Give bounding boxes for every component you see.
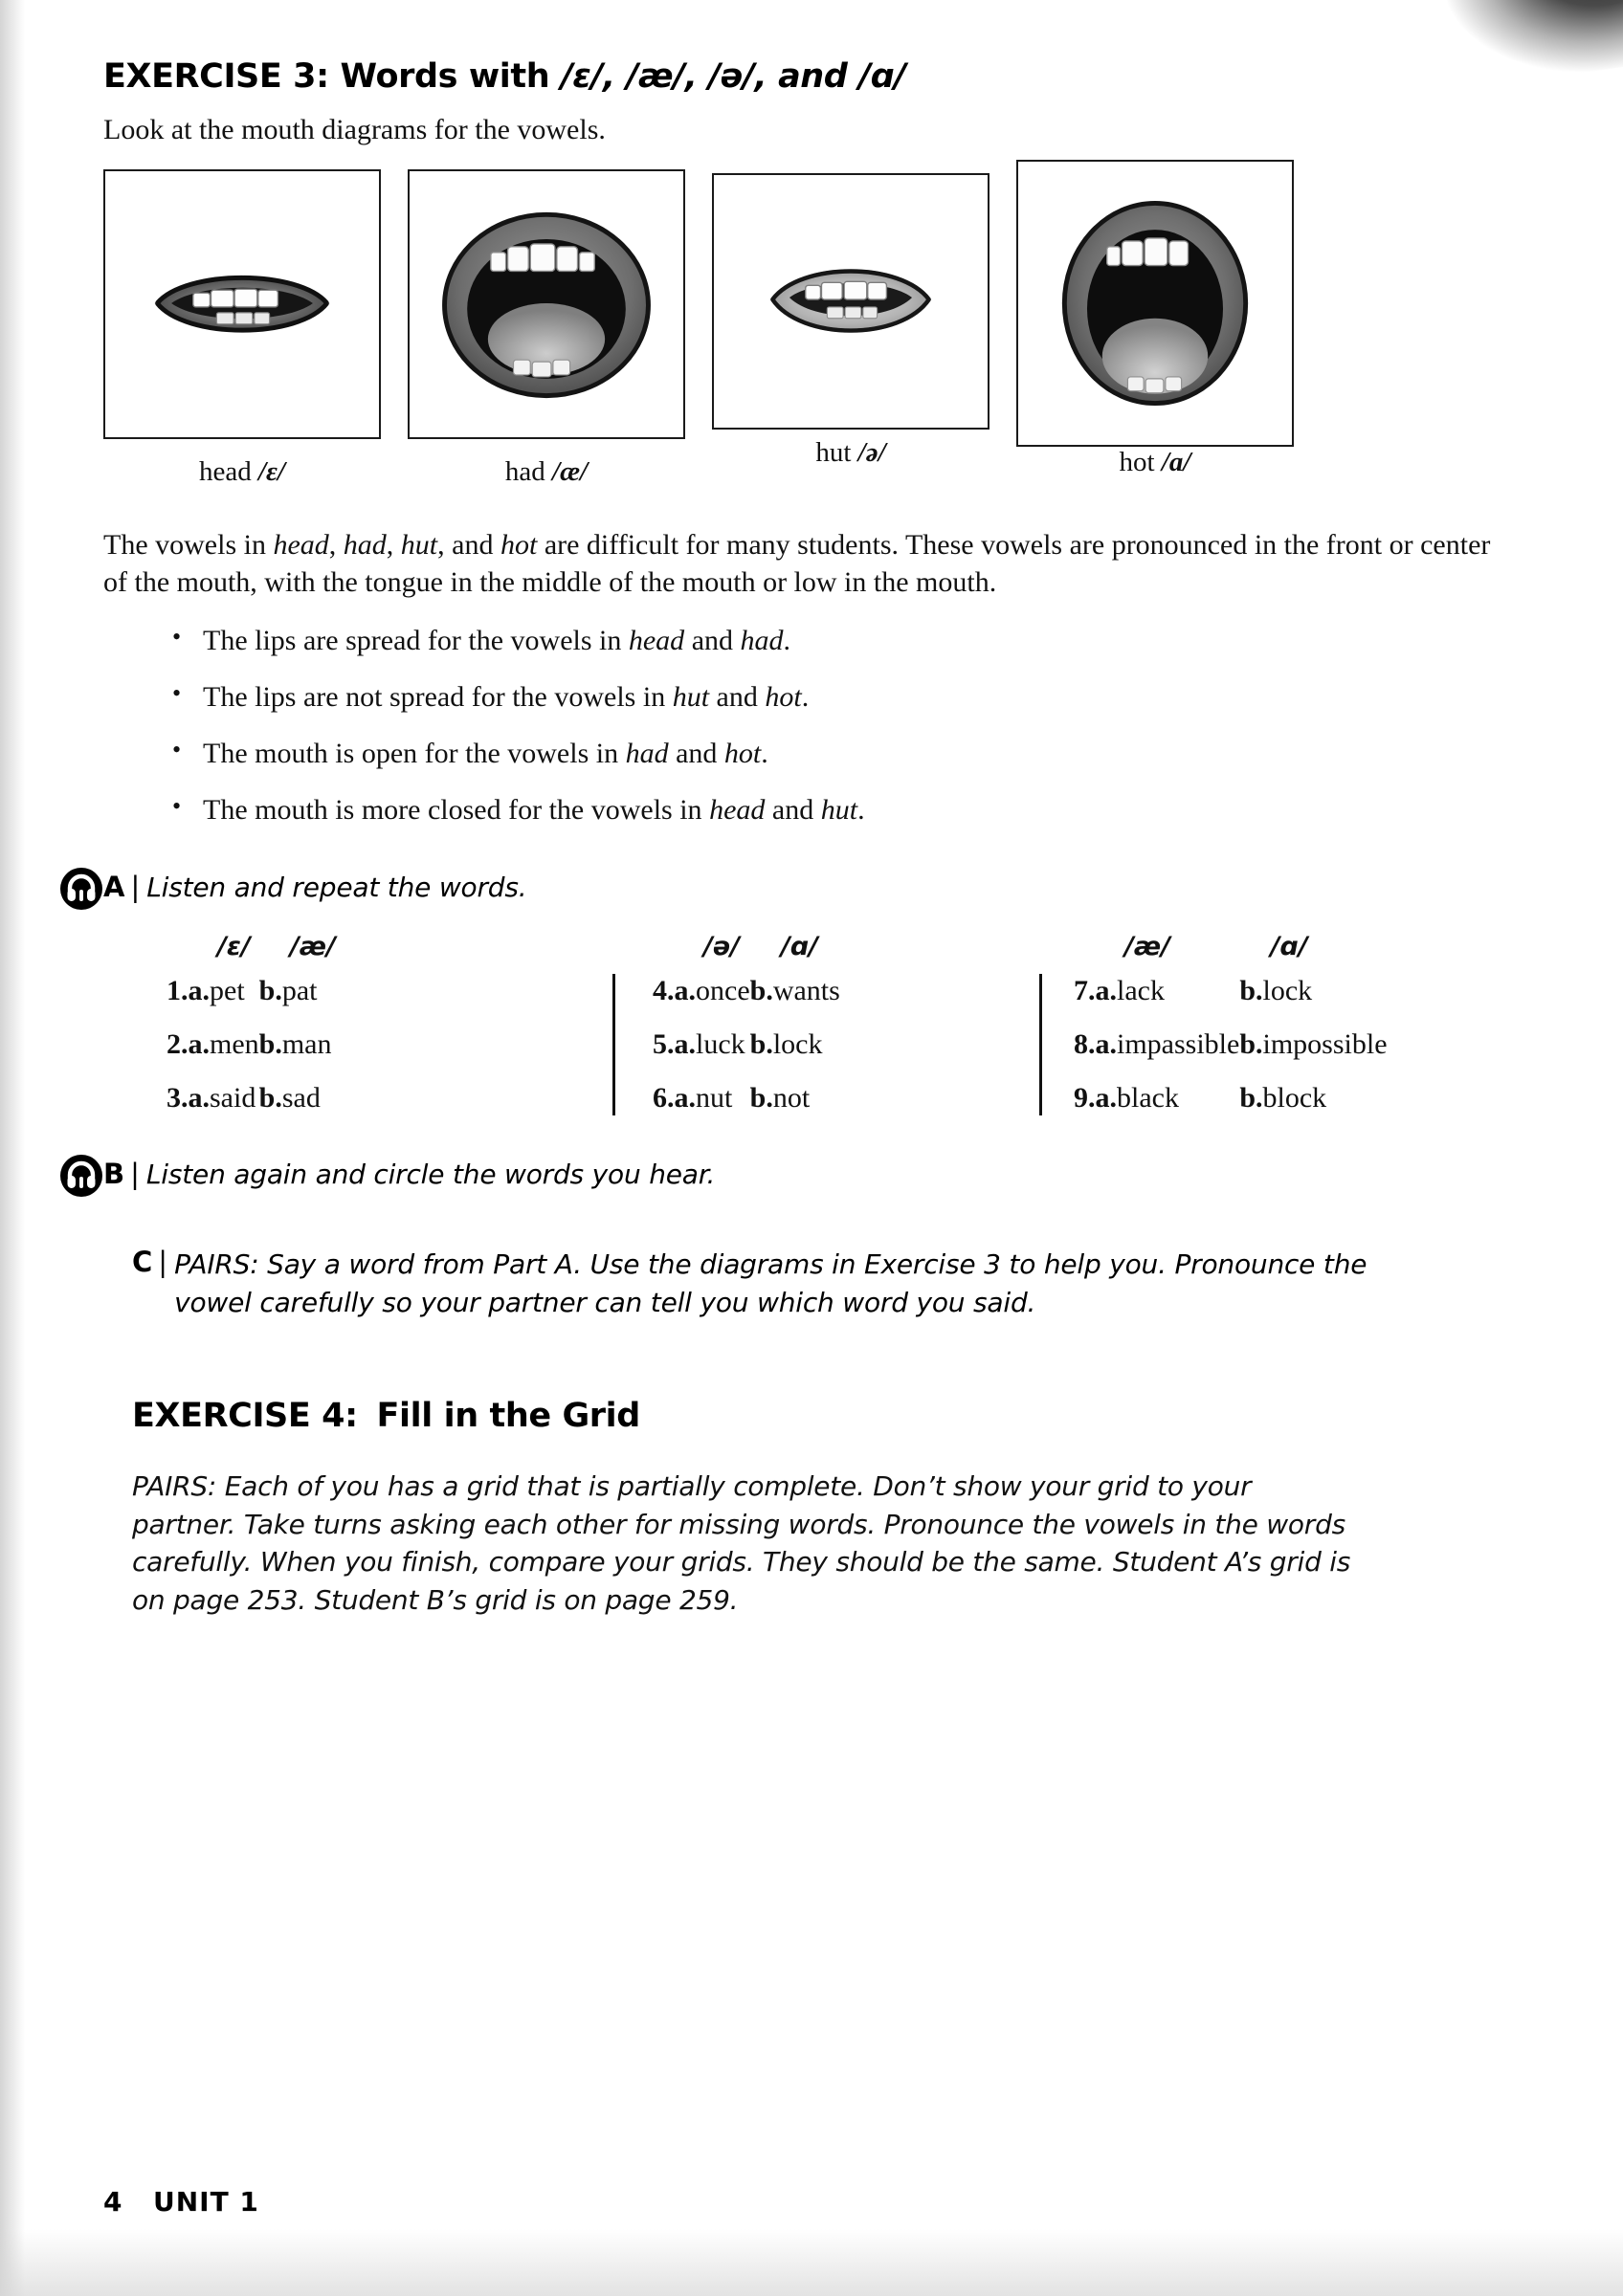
- word-option-b[interactable]: lock: [1262, 975, 1313, 1007]
- word-option-a[interactable]: impassible: [1117, 1028, 1240, 1061]
- mouth-diagram-head: [103, 169, 381, 488]
- word-option-b[interactable]: impossible: [1262, 1028, 1388, 1061]
- mouth-icon-head: [105, 171, 379, 437]
- headphones-icon[interactable]: [59, 1154, 103, 1198]
- part-a-word-grid: [103, 932, 1510, 1123]
- word-group-3-ipa-b: /ɑ/: [1270, 932, 1308, 962]
- table-row: [1074, 975, 1388, 1028]
- table-row: [653, 1028, 840, 1082]
- spacer-cell: [1074, 932, 1096, 975]
- item-number: 8.: [1074, 1028, 1096, 1061]
- word-table-header-row: [653, 932, 840, 975]
- exercise-3-heading-title: Words with: [340, 57, 550, 96]
- option-label-b: b.: [1239, 1082, 1263, 1115]
- item-number: 4.: [653, 975, 675, 1007]
- mouth-diagram-hot-word: hot: [1119, 447, 1155, 478]
- word-option-b[interactable]: lock: [772, 1028, 823, 1061]
- table-row: [653, 1082, 840, 1136]
- exercise-4-section: [103, 1397, 1510, 1620]
- exercise-3-bullet-list: [103, 622, 1510, 828]
- unit-label: UNIT 1: [152, 2186, 259, 2218]
- mouth-diagram-hot: [1016, 169, 1294, 478]
- part-a-divider: |: [130, 871, 141, 904]
- mouth-diagram-hut-word: hut: [815, 437, 852, 469]
- exercise-4-heading: [132, 1397, 1510, 1435]
- part-a-letter: A: [103, 871, 125, 904]
- spacer-cell: [167, 932, 189, 975]
- word-option-a[interactable]: said: [210, 1082, 256, 1115]
- spacer-cell: [189, 932, 211, 975]
- table-row: [1074, 1028, 1388, 1082]
- word-option-a[interactable]: men: [210, 1028, 259, 1061]
- part-c-divider: |: [158, 1246, 168, 1279]
- word-table-3: [1074, 932, 1388, 1136]
- scan-edge-left: [0, 0, 25, 2296]
- page-content: [103, 57, 1510, 1620]
- table-row: [167, 975, 336, 1028]
- list-item: • The mouth is open for the vowels in had and hot.: [172, 735, 1510, 772]
- mouth-diagram-hot-frame: [1016, 160, 1294, 447]
- mouth-diagram-hut: [712, 169, 989, 469]
- table-row: [167, 1028, 336, 1082]
- option-label-b: b.: [749, 1082, 773, 1115]
- word-group-1-ipa-a: /ɛ/: [217, 932, 251, 962]
- word-option-b[interactable]: wants: [772, 975, 840, 1007]
- item-number: 7.: [1074, 975, 1096, 1007]
- option-label-a: a.: [188, 1028, 210, 1061]
- part-b-divider: |: [130, 1158, 140, 1191]
- option-label-a: a.: [674, 1028, 696, 1061]
- mouth-icon-hot: [1018, 162, 1292, 445]
- option-label-b: b.: [749, 975, 773, 1007]
- mouth-diagram-had-caption: [408, 456, 685, 488]
- word-table-header-row: [167, 932, 336, 975]
- word-group-3-ipa-a: /æ/: [1124, 932, 1171, 962]
- option-label-b: b.: [749, 1028, 773, 1061]
- mouth-diagram-had: [408, 169, 685, 488]
- scan-edge-bottom: [0, 2229, 1623, 2296]
- exercise-3-paragraph: The vowels in head, had, hut, and hot are difficult for many students. These vowels are pronounced in the front or center of the mouth, with the tongue in the middle of the mouth or low in the mouth.: [103, 529, 1491, 598]
- word-group-2-ipa-b: /ɑ/: [780, 932, 818, 962]
- spacer-cell: [675, 932, 697, 975]
- list-item: • The mouth is more closed for the vowels in head and hut.: [172, 791, 1510, 828]
- item-number: 2.: [167, 1028, 189, 1061]
- word-option-b[interactable]: block: [1262, 1082, 1327, 1115]
- mouth-diagram-head-caption: [103, 456, 381, 488]
- word-option-a[interactable]: nut: [696, 1082, 733, 1115]
- word-group-1: [167, 932, 336, 1136]
- exercise-3-heading-label: EXERCISE 3:: [103, 57, 329, 96]
- word-option-a[interactable]: black: [1117, 1082, 1179, 1115]
- word-option-a[interactable]: lack: [1117, 975, 1165, 1007]
- word-group-2-ipa-a: /ə/: [703, 932, 741, 962]
- word-option-b[interactable]: man: [281, 1028, 332, 1061]
- word-table-1: [167, 932, 336, 1136]
- item-number: 3.: [167, 1082, 189, 1115]
- mouth-icon-hut: [714, 175, 988, 428]
- mouth-diagram-hut-caption: [712, 437, 989, 469]
- mouth-diagram-row: [103, 169, 1510, 514]
- part-b-row: [103, 1158, 1510, 1202]
- item-number: 9.: [1074, 1082, 1096, 1115]
- word-option-b[interactable]: sad: [281, 1082, 321, 1115]
- option-label-b: b.: [258, 1028, 282, 1061]
- part-b-letter: B: [103, 1158, 125, 1191]
- word-option-a[interactable]: once: [696, 975, 750, 1007]
- part-c-instruction: PAIRS: Say a word from Part A. Use the diagrams in Exercise 3 to help you. Pronounce the vowel carefully so your partner can tell you which word you said.: [174, 1248, 1367, 1318]
- exercise-4-heading-title: Fill in the Grid: [376, 1396, 640, 1435]
- mouth-diagram-hot-caption: [1016, 447, 1294, 478]
- word-grid-divider-2: [1039, 974, 1042, 1115]
- spacer-cell: [1239, 932, 1262, 975]
- option-label-a: a.: [188, 975, 210, 1007]
- part-b-instruction: Listen again and circle the words you hear.: [145, 1159, 716, 1191]
- mouth-diagram-hut-frame: [712, 173, 989, 430]
- option-label-a: a.: [1095, 1028, 1117, 1061]
- option-label-a: a.: [1095, 975, 1117, 1007]
- word-option-a[interactable]: pet: [210, 975, 245, 1007]
- mouth-diagram-head-word: head: [198, 456, 252, 488]
- spacer-cell: [750, 932, 773, 975]
- word-table-2: [653, 932, 840, 1136]
- option-label-a: a.: [674, 1082, 696, 1115]
- spacer-cell: [259, 932, 282, 975]
- mouth-diagram-had-ipa: /æ/: [552, 456, 589, 488]
- part-c-row: [103, 1246, 1510, 1322]
- word-option-b[interactable]: not: [772, 1082, 811, 1115]
- item-number: 1.: [167, 975, 189, 1007]
- list-item: • The lips are not spread for the vowels in hut and hot.: [172, 678, 1510, 716]
- option-label-a: a.: [674, 975, 696, 1007]
- part-a-row: [103, 871, 1510, 915]
- exercise-3-intro: Look at the mouth diagrams for the vowels.: [103, 114, 606, 146]
- headphones-icon[interactable]: [59, 867, 103, 911]
- page-number: 4: [103, 2186, 122, 2218]
- table-row: [653, 975, 840, 1028]
- part-c-letter: C: [132, 1246, 153, 1279]
- option-label-b: b.: [258, 975, 282, 1007]
- option-label-b: b.: [1239, 975, 1263, 1007]
- spacer-cell: [653, 932, 675, 975]
- exercise-4-heading-label: EXERCISE 4:: [132, 1396, 358, 1435]
- mouth-diagram-had-frame: [408, 169, 685, 439]
- word-group-2: [653, 932, 840, 1136]
- exercise-3-heading-ipa: /ɛ/, /æ/, /ə/, and /ɑ/: [561, 57, 906, 96]
- word-table-header-row: [1074, 932, 1388, 975]
- mouth-diagram-head-ipa: /ɛ/: [257, 456, 285, 488]
- exercise-3-heading: [103, 57, 1510, 96]
- item-number: 5.: [653, 1028, 675, 1061]
- mouth-icon-had: [410, 171, 683, 437]
- option-label-b: b.: [1239, 1028, 1263, 1061]
- option-label-a: a.: [188, 1082, 210, 1115]
- word-option-b[interactable]: pat: [281, 975, 318, 1007]
- exercise-4-body: PAIRS: Each of you has a grid that is partially complete. Don’t show your grid to your partner. Take turns asking each other for missing words. Pronounce the vowels in the words carefully. When you finish, compare your grids. They should be the same. Student A’s grid is on page 253. Student B’s grid is on page 259.: [132, 1469, 1351, 1617]
- option-label-b: b.: [258, 1082, 282, 1115]
- part-a-instruction: Listen and repeat the words.: [146, 872, 527, 904]
- word-group-1-ipa-b: /æ/: [289, 932, 336, 962]
- table-row: [1074, 1082, 1388, 1136]
- word-option-a[interactable]: luck: [696, 1028, 745, 1061]
- word-group-3: [1074, 932, 1388, 1136]
- page-footer: [103, 2186, 259, 2218]
- mouth-diagram-had-word: had: [504, 456, 545, 488]
- item-number: 6.: [653, 1082, 675, 1115]
- mouth-diagram-hot-ipa: /ɑ/: [1161, 447, 1191, 478]
- spacer-cell: [1096, 932, 1118, 975]
- option-label-a: a.: [1095, 1082, 1117, 1115]
- table-row: [167, 1082, 336, 1136]
- list-item: • The lips are spread for the vowels in head and had.: [172, 622, 1510, 659]
- word-grid-divider-1: [612, 974, 615, 1115]
- mouth-diagram-head-frame: [103, 169, 381, 439]
- mouth-diagram-hut-ipa: /ə/: [857, 437, 886, 469]
